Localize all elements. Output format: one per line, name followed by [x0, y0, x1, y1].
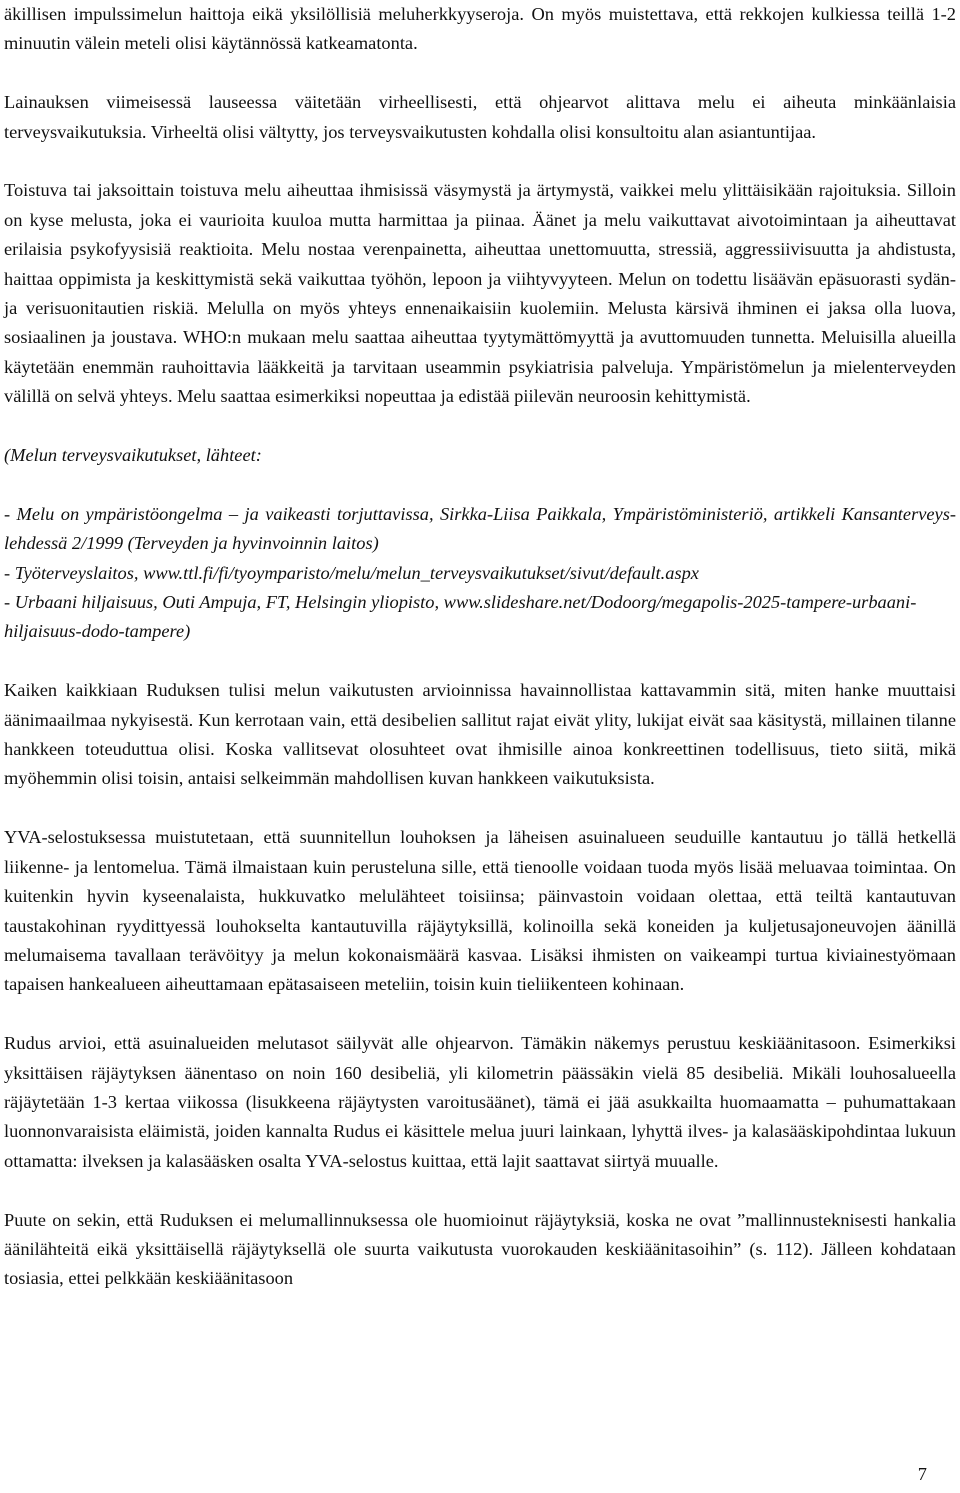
page-number: 7 [917, 1464, 927, 1484]
reference-item: - Työterveyslaitos, www.ttl.fi/fi/tyoymparisto/melu/melun_terveysvaikutukset/sivut/default.aspx [4, 562, 699, 583]
references-block [4, 441, 956, 647]
paragraph-4: Kaiken kaikkiaan Ruduksen tulisi melun vaikutusten arvioinnissa havainnollistaa kattavammin sitä, miten hanke muuttaisi äänimaailmaa nykyisestä. Kun kerrotaan vain, että desibelien sallitut rajat eivät ylity, lukijat eivät saa käsitystä, millainen tilanne hankkeen toteuduttua olisi. Koska vallitsevat olosuhteet ovat ihmisille ainoa konkreettinen todellisuus, tieto siitä, mikä myöhemmin olisi toisin, antaisi selkeimmän mahdollisen kuvan hankkeen vaikutuksista. [4, 680, 956, 789]
references-heading: (Melun terveysvaikutukset, lähteet: [4, 445, 262, 466]
paragraph-6: Rudus arvioi, että asuinalueiden melutasot säilyvät alle ohjearvon. Tämäkin näkemys perustuu keskiäänitasoon. Esimerkiksi yksittäisen räjäytyksen äänentaso on noin 160 desibeliä, yli kilometrin päässäkin vielä 85 desibeliä. Mikäli louhosalueella räjäytetään 1-3 kertaa viikossa (lisukkeena räjäytysten varoitusäänet), tämä ei jää asukkailta huomaamatta – puhumattakaan luonnonvaraisista eläimistä, joiden kannalta Rudus ei käsittele melua juuri lainkaan, lyhyttä ilves- ja kalasääskipohdintaa lukuun ottamatta: ilveksen ja kalasääsken osalta YVA-selostus kuittaa, että lajit saattavat siirtyä muualle. [4, 1033, 956, 1171]
document-page [4, 0, 956, 1294]
paragraph-1: äkillisen impulssimelun haittoja eikä yksilöllisiä meluherkkyyseroja. On myös muistettava, että rekkojen kulkiessa teillä 1-2 minuutin välein meteli olisi käytännössä katkeamatonta. [4, 4, 956, 54]
paragraph-3: Toistuva tai jaksoittain toistuva melu aiheuttaa ihmisissä väsymystä ja ärtymystä, vaikkei melu ylittäisikään rajoituksia. Silloin on kyse melusta, joka ei vaurioita kuuloa mutta harmittaa ja piinaa. Äänet ja melu vaikuttavat aivotoimintaan ja aiheuttavat erilaisia psykofyysisiä reaktioita. Melu nostaa verenpainetta, aiheuttaa unettomuutta, stressiä, aggressiivisuutta ja ahdistusta, haittaa oppimista ja keskittymistä sekä vaikuttaa työhön, lepoon ja viihtyvyyteen. Melun on todettu lisäävän epäsuorasti sydän- ja verisuonitautien riskiä. Melulla on myös yhteys ennenaikaisiin kuolemiin. Melusta kärsivä ihminen ei jaksa olla luova, sosiaalinen ja joustava. WHO:n mukaan melu saattaa aiheuttaa tyytymättömyyttä ja avuttomuuden tunnetta. Meluisilla alueilla käytetään enemmän rauhoittavia lääkkeitä ja tarvitaan useammin psykiatrisia palveluja. Ympäristömelun ja mielenterveyden välillä on selvä yhteys. Melu saattaa esimerkiksi nopeuttaa ja edistää piilevän neuroosin kehittymistä. [4, 180, 956, 407]
reference-item: - Melu on ympäristöongelma – ja vaikeasti torjuttavissa, Sirkka-Liisa Paikkala, Ympäristöministeriö, artikkeli Kansanterveys-lehdessä 2/1999 (Terveyden ja hyvinvoinnin laitos) [4, 503, 956, 554]
reference-item: - Urbaani hiljaisuus, Outi Ampuja, FT, Helsingin yliopisto, www.slideshare.net/Dodoorg/megapolis-2025-tampere-urbaani-hiljaisuus-dodo-tampere) [4, 592, 917, 642]
paragraph-5: YVA-selostuksessa muistutetaan, että suunnitellun louhoksen ja läheisen asuinalueen seuduille kantautuu jo tällä hetkellä liikenne- ja lentomelua. Tämä ilmaistaan kuin perusteluna sille, että tienoolle voidaan tuoda myös lisää meluavaa toimintaa. On kuitenkin hyvin kyseenalaista, hukkuvatko melulähteet toisiinsa; päinvastoin voidaan olettaa, että teiltä kantautuvan taustakohinan ryydittyessä louhokselta kantautuvilla räjäytyksillä, kolinoilla sekä koneiden ja kuljetusajoneuvojen äänillä melumaisema tavallaan terävöityy ja melun kokonaismäärä kasvaa. Lisäksi ihmisten on vaikeampi turtua kiviainestyömaan tapaisen hankealueen aiheuttamaan epätasaiseen meteliin, toisin kuin tieliikenteen kohinaan. [4, 827, 956, 995]
paragraph-2: Lainauksen viimeisessä lauseessa väitetään virheellisesti, että ohjearvot alittava melu ei aiheuta minkäänlaisia terveysvaikutuksia. Virheeltä olisi vältytty, jos terveysvaikutusten kohdalla olisi konsultoitu alan asiantuntijaa. [4, 92, 956, 142]
paragraph-7: Puute on sekin, että Ruduksen ei melumallinnuksessa ole huomioinut räjäytyksiä, koska ne ovat ”mallinnusteknisesti hankalia äänilähteitä eikä yksittäisellä räjäytyksellä ole suurta vaikutusta vuorokauden keskiäänitasoihin” (s. 112). Jälleen kohdataan tosiasia, ettei pelkkään keskiäänitasoon [4, 1209, 956, 1289]
